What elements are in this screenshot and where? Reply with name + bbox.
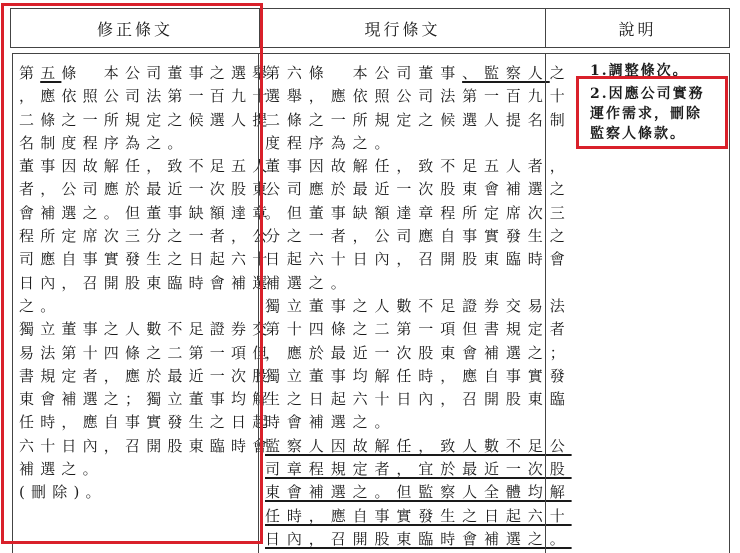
text-line xyxy=(265,505,572,528)
text-line xyxy=(265,248,572,271)
text-line xyxy=(19,155,273,178)
explanation-item-2 xyxy=(590,84,705,144)
explanation-line: 運作需求，刪除 xyxy=(590,106,702,122)
text-segment: 條 本公司董事之選舉 xyxy=(61,64,274,82)
text-line xyxy=(19,318,273,341)
text-line xyxy=(19,178,273,201)
text-segment: 名制度程序為之。 xyxy=(19,133,189,152)
text-segment: ，應於最近一次股東會補選之； xyxy=(265,343,572,362)
text-line xyxy=(265,132,572,155)
text-line xyxy=(265,388,572,411)
text-segment: 第 xyxy=(19,64,41,82)
text-segment: ，應依照公司法第一百九十 xyxy=(19,87,274,106)
text-segment: 獨立董事均解任時，應自事實發 xyxy=(265,366,572,385)
explanation-column xyxy=(545,53,730,553)
text-line xyxy=(265,109,572,132)
text-segment: 度程序為之。 xyxy=(265,133,397,152)
text-line xyxy=(19,411,273,434)
amended-column xyxy=(12,53,274,553)
amended-text xyxy=(19,62,273,505)
text-line xyxy=(19,225,273,248)
underlined-text: 任時，應自事實發生之日起六十 xyxy=(265,506,572,525)
text-line xyxy=(265,342,572,365)
text-segment: 。但董事缺額達章程所定席次三 xyxy=(265,203,572,222)
text-segment: 之。 xyxy=(19,296,62,315)
text-line xyxy=(19,365,273,388)
text-line xyxy=(265,528,572,551)
text-line xyxy=(19,295,273,318)
text-line xyxy=(265,365,572,388)
text-line xyxy=(265,202,572,225)
underlined-text: 司章程規定者，宜於最近一次股 xyxy=(265,460,572,479)
text-line xyxy=(19,272,273,295)
explanation-line: 監察人條款。 xyxy=(590,126,686,142)
header-current: 現行條文 xyxy=(259,8,546,48)
text-segment: 六十日內，召開股東臨時會 xyxy=(19,436,274,455)
current-text xyxy=(265,62,572,551)
text-line xyxy=(19,458,273,481)
text-segment: 獨立董事之人數不足證券交易法 xyxy=(265,296,572,315)
text-line xyxy=(19,388,273,411)
text-segment: 日內，召開股東臨時會補選 xyxy=(19,273,274,292)
text-segment: 之 xyxy=(549,64,572,82)
text-line xyxy=(19,109,273,132)
text-segment: 分之一者，公司應自事實發生之 xyxy=(265,227,572,246)
text-segment: 生之日起六十日內，召開股東臨 xyxy=(265,390,572,409)
text-line xyxy=(19,248,273,271)
text-segment: 第六條 本公司董事 xyxy=(265,64,463,82)
text-line xyxy=(265,272,572,295)
text-segment: 董事因故解任，致不足五人 xyxy=(19,157,274,176)
text-segment: 司應自事實發生之日起六十 xyxy=(19,250,274,269)
current-column xyxy=(258,53,572,553)
text-segment: 時會補選之。 xyxy=(265,413,397,432)
text-segment: 任時，應自事實發生之日起 xyxy=(19,413,274,432)
text-segment: 書規定者，應於最近一次股 xyxy=(19,366,274,385)
header-explanation: 說明 xyxy=(545,8,730,48)
underlined-text: 五 xyxy=(40,64,62,82)
explanation-item-1: 1.調整條次。 xyxy=(590,63,689,79)
text-segment: 二條之一所規定之候選人提 xyxy=(19,110,274,129)
text-line xyxy=(265,225,572,248)
text-segment: 會補選之。但董事缺額達章 xyxy=(19,203,274,222)
text-segment: 東會補選之；獨立董事均解 xyxy=(19,390,274,409)
underlined-text: 監察人因故解任，致人數不足公 xyxy=(265,436,572,455)
text-line xyxy=(19,132,273,155)
text-segment: 易法第十四條之二第一項但 xyxy=(19,343,274,362)
text-line xyxy=(19,342,273,365)
underlined-text: 日內，召開股東臨時會補選之。 xyxy=(265,529,572,548)
text-segment: 二條之一所規定之候選人提名制 xyxy=(265,110,572,129)
text-segment: 獨立董事之人數不足證券交 xyxy=(19,320,274,339)
text-line xyxy=(19,481,273,504)
text-segment: 日起六十日內，召開股東臨時會 xyxy=(265,250,572,269)
header-amended: 修正條文 xyxy=(10,8,260,48)
text-line xyxy=(19,85,273,108)
text-line xyxy=(19,435,273,458)
text-line xyxy=(19,62,273,85)
text-line xyxy=(265,318,572,341)
text-segment: 公司應於最近一次股東會補選之 xyxy=(265,180,572,199)
text-line xyxy=(265,481,572,504)
explanation-line: 2.因應公司實務 xyxy=(590,86,705,102)
text-line xyxy=(265,458,572,481)
text-segment: 補選之。 xyxy=(19,460,104,479)
text-line xyxy=(265,295,572,318)
text-segment: 董事因故解任，致不足五人者， xyxy=(265,157,572,176)
text-line xyxy=(265,435,572,458)
text-line xyxy=(265,178,572,201)
underlined-text: 東會補選之。但監察人全體均解 xyxy=(265,483,572,502)
text-line xyxy=(265,411,572,434)
text-line xyxy=(265,62,572,85)
text-line xyxy=(265,155,572,178)
text-line xyxy=(19,202,273,225)
text-segment: 補選之。 xyxy=(265,273,353,292)
underlined-text: 、監察人 xyxy=(462,64,550,82)
text-segment: 第十四條之二第一項但書規定者 xyxy=(265,320,572,339)
text-segment: 選舉，應依照公司法第一百九十 xyxy=(265,87,572,106)
text-segment: 程所定席次三分之一者，公 xyxy=(19,227,274,246)
text-line xyxy=(265,85,572,108)
text-segment: 者，公司應於最近一次股東 xyxy=(19,180,274,199)
text-segment: (刪除)。 xyxy=(19,483,107,502)
